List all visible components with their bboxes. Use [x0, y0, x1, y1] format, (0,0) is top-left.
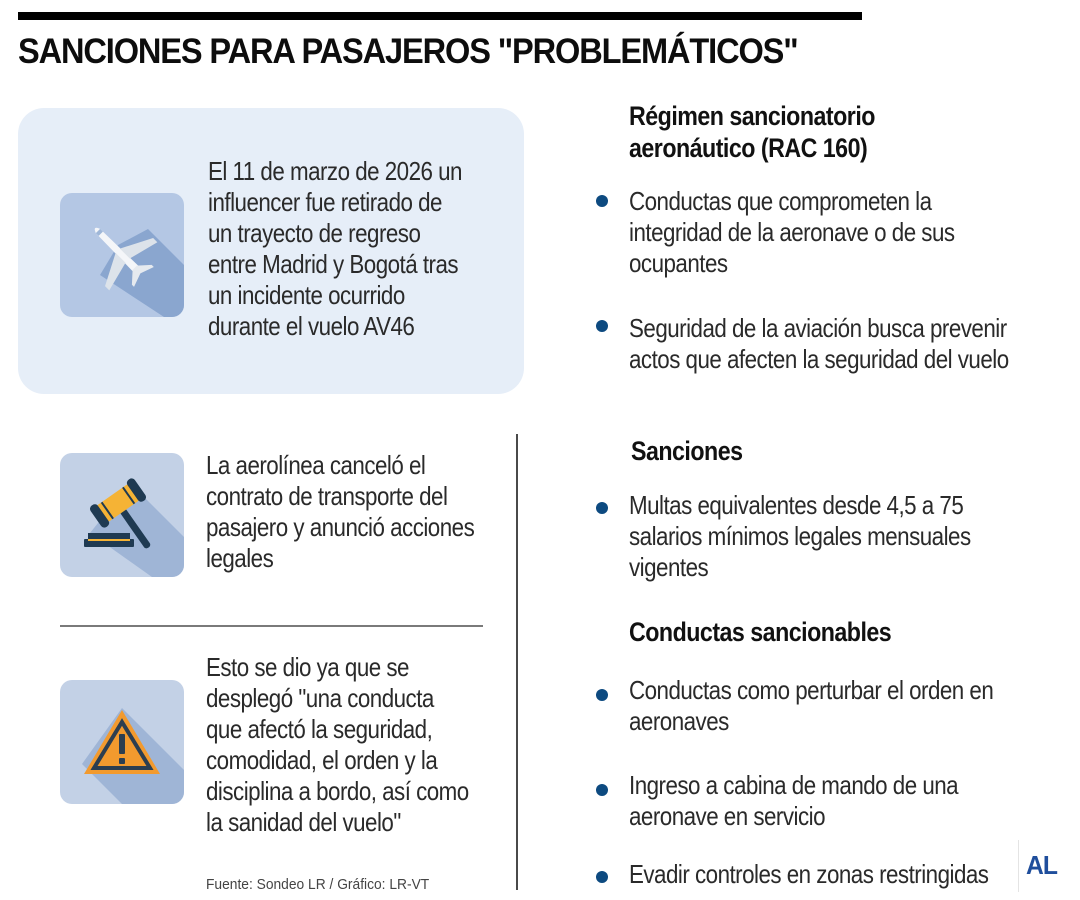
- section-heading-sanciones: Sanciones: [631, 436, 743, 466]
- source-credit: Fuente: Sondeo LR / Gráfico: LR-VT: [206, 876, 430, 893]
- logo-divider: [1018, 840, 1019, 892]
- bullet-dot-icon: [596, 784, 608, 796]
- brand-logo: AL: [1026, 850, 1058, 880]
- reason-text: Esto se dio ya que se desplegó "una conducta que afectó la seguridad, comodidad, el orden y la disciplina a bordo, así como la sanidad del vuelo": [206, 652, 469, 837]
- section-heading-rac160: Régimen sancionatorio aeronáutico (RAC 160): [629, 101, 875, 163]
- airline-action-text: La aerolínea canceló el contrato de transporte del pasajero y anunció acciones legales: [206, 450, 475, 573]
- bullet-dot-icon: [596, 502, 608, 514]
- page-title: SANCIONES PARA PASAJEROS "PROBLEMÁTICOS": [18, 32, 798, 71]
- incident-text: El 11 de marzo de 2026 un influencer fue retirado de un trayecto de regreso entre Madrid y Bogotá tras un incidente ocurrido durante el vuelo AV46: [208, 156, 462, 341]
- bullet-dot-icon: [596, 320, 608, 332]
- gavel-icon: [60, 453, 184, 577]
- top-rule: [18, 12, 862, 20]
- bullet-dot-icon: [596, 195, 608, 207]
- warning-icon: [60, 680, 184, 804]
- airplane-icon: [60, 193, 184, 317]
- vertical-divider: [516, 434, 518, 890]
- bullet-dot-icon: [596, 871, 608, 883]
- horizontal-divider: [60, 625, 483, 627]
- section-heading-conductas: Conductas sancionables: [629, 617, 892, 647]
- bullet-dot-icon: [596, 689, 608, 701]
